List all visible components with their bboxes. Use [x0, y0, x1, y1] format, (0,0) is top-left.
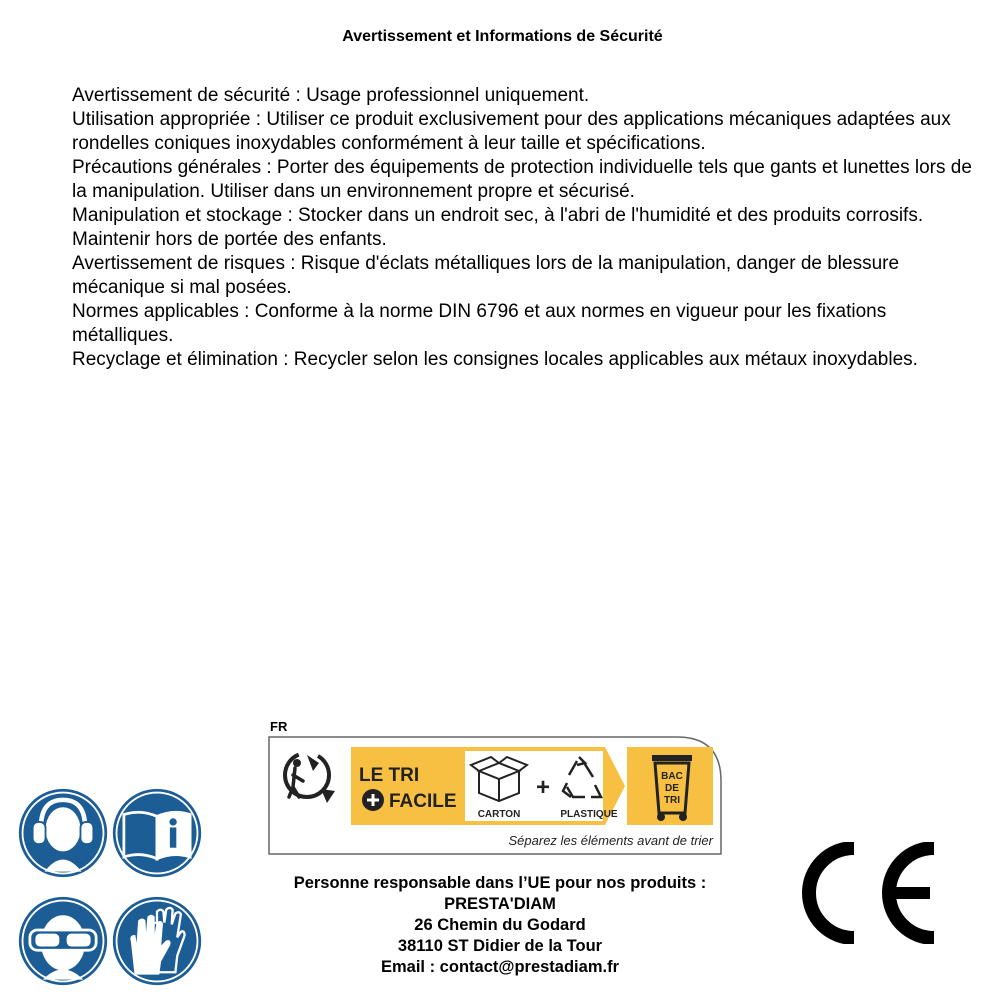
country-label: FR [270, 719, 288, 734]
ce-mark-icon [796, 842, 940, 944]
tri-item-plastique: PLASTIQUE [560, 809, 618, 820]
gloves-icon [111, 895, 203, 987]
read-manual-icon [111, 787, 203, 879]
responsible-heading: Personne responsable dans l’UE pour nos produits : [293, 874, 707, 892]
paragraph-recycling: Recyclage et élimination : Recycler selon les consignes locales applicables aux métaux inoxydables. [72, 349, 918, 370]
tri-plus: + [535, 774, 551, 801]
info-tri-label [267, 735, 723, 856]
eye-protection-icon [17, 895, 109, 987]
paragraph-handling-storage: Manipulation et stockage : Stocker dans un endroit sec, à l'abri de l'humidité et des produits corrosifs. Maintenir hors de portée des enfants. [72, 205, 924, 250]
safety-text [72, 84, 972, 372]
tri-footer: Séparez les éléments avant de trier [508, 833, 713, 848]
ear-protection-icon [17, 787, 109, 879]
tri-item-carton: CARTON [477, 809, 521, 820]
paragraph-standards: Normes applicables : Conforme à la norme DIN 6796 et aux normes en vigueur pour les fixations métalliques. [72, 301, 887, 346]
responsible-city: 38110 ST Didier de la Tour [397, 937, 603, 955]
responsible-company: PRESTA'DIAM [444, 895, 556, 913]
bin-line2: DE [665, 783, 679, 794]
tri-line2: FACILE [389, 791, 457, 812]
bin-line1: BAC [661, 771, 683, 782]
responsible-email: Email : contact@prestadiam.fr [381, 958, 619, 976]
responsible-street: 26 Chemin du Godard [414, 916, 586, 934]
page-title: Avertissement et Informations de Sécurité [342, 28, 663, 45]
paragraph-risk-warning: Avertissement de risques : Risque d'éclats métalliques lors de la manipulation, danger de blessure mécanique si mal posées. [72, 253, 900, 298]
tri-line1: LE TRI [359, 765, 420, 786]
bin-line3: TRI [663, 795, 681, 806]
responsible-person-block [230, 873, 770, 978]
paragraph-general-precautions: Précautions générales : Porter des équipements de protection individuelle tels que gants et lunettes lors de la manipulation. Utiliser dans un environnement propre et sécurisé. [72, 157, 972, 202]
paragraph-appropriate-use: Utilisation appropriée : Utiliser ce produit exclusivement pour des applications mécaniques adaptées aux rondelles coniques inoxydables conformément à leur taille et spécifications. [72, 109, 951, 154]
paragraph-safety-warning: Avertissement de sécurité : Usage professionnel uniquement. [72, 85, 590, 106]
